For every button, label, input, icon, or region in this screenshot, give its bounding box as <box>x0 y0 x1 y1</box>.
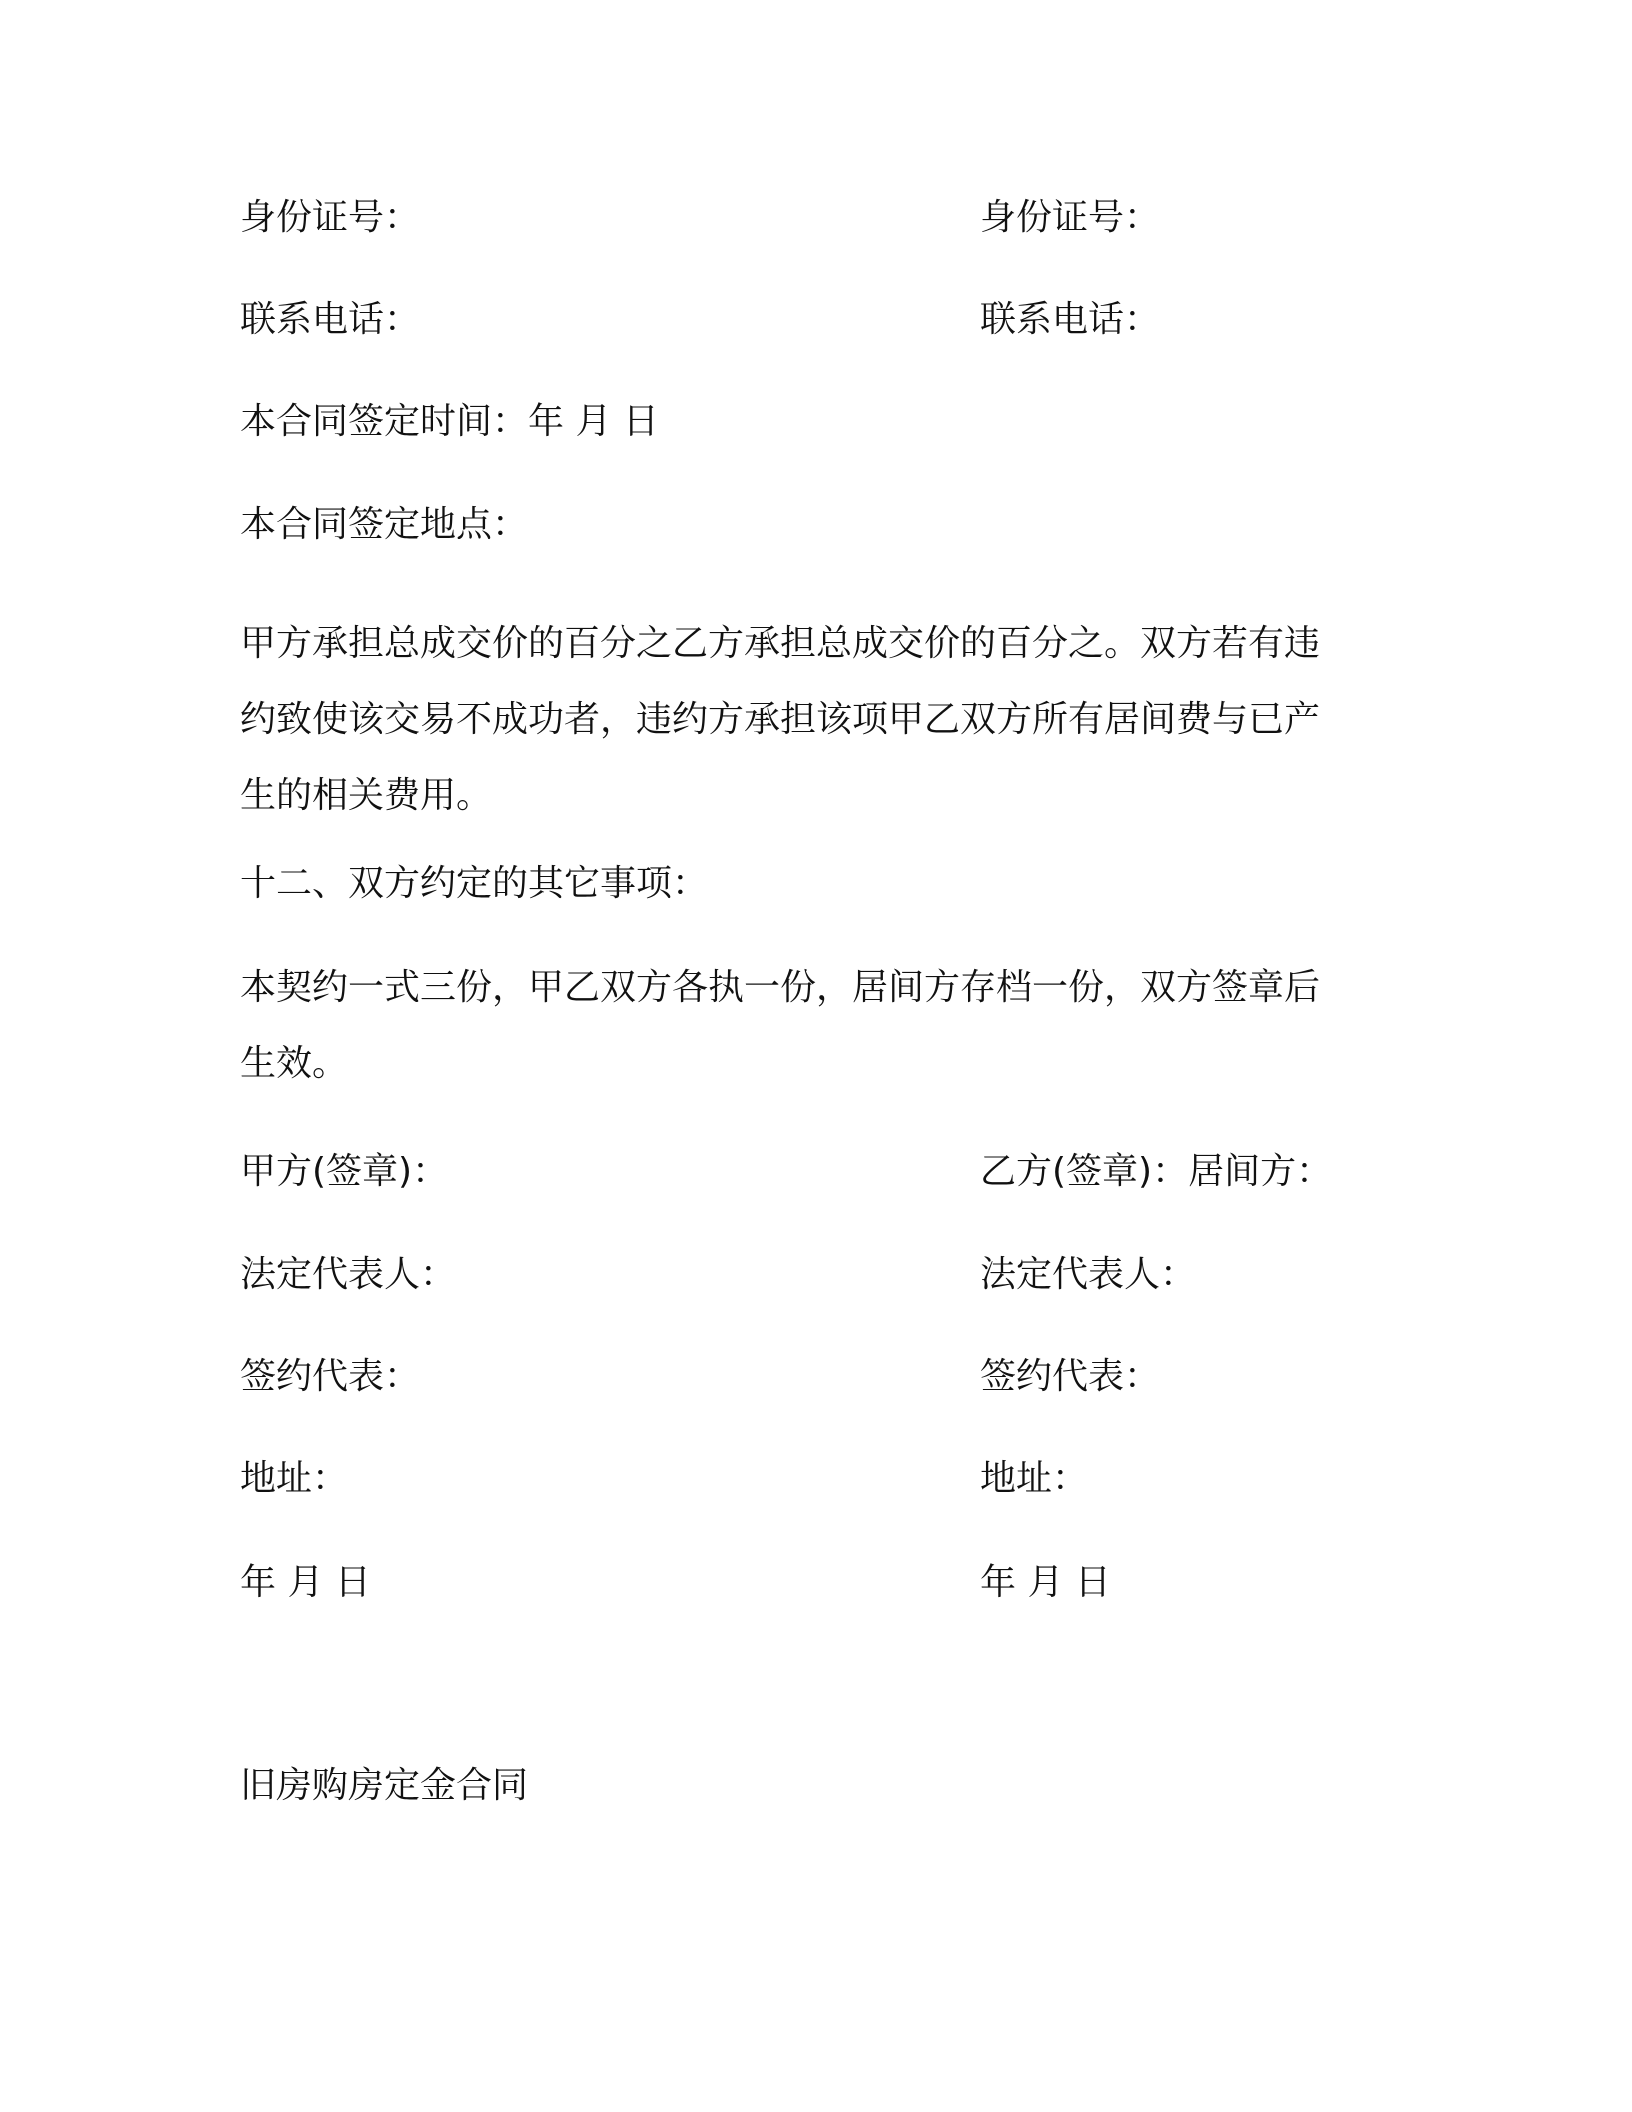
fee-paragraph-line: 甲方承担总成交价的百分之乙方承担总成交价的百分之。双方若有违 <box>240 623 1321 664</box>
clause-12-body-line: 本契约一式三份，甲乙双方各执一份，居间方存档一份，双方签章后 <box>240 967 1321 1008</box>
party-a-signing-rep-label: 签约代表： <box>240 1356 421 1397</box>
next-document-title: 旧房购房定金合同 <box>240 1765 529 1806</box>
fee-paragraph-line: 约致使该交易不成功者，违约方承担该项甲乙双方所有居间费与已产 <box>240 699 1321 740</box>
clause-12-heading: 十二、双方约定的其它事项： <box>240 863 709 904</box>
party-b-address-label: 地址： <box>980 1458 1089 1499</box>
fee-paragraph-line: 生的相关费用。 <box>240 775 493 816</box>
clause-12-body-line: 生效。 <box>240 1043 349 1084</box>
signing-place-line: 本合同签定地点： <box>240 504 529 545</box>
party-a-signature-label: 甲方(签章)： <box>240 1151 449 1192</box>
party-a-legal-rep-label: 法定代表人： <box>240 1254 457 1295</box>
party-b-phone-label: 联系电话： <box>980 299 1161 340</box>
party-b-date-line: 年 月 日 <box>980 1562 1111 1603</box>
signing-time-line: 本合同签定时间：年 月 日 <box>240 401 659 442</box>
party-a-address-label: 地址： <box>240 1458 349 1499</box>
party-b-signing-rep-label: 签约代表： <box>980 1356 1161 1397</box>
party-b-signature-label: 乙方(签章)：居间方： <box>980 1151 1333 1192</box>
party-b-legal-rep-label: 法定代表人： <box>980 1254 1197 1295</box>
party-a-id-label: 身份证号： <box>240 197 421 238</box>
party-a-date-line: 年 月 日 <box>240 1562 371 1603</box>
fee-paragraph <box>240 606 1360 834</box>
clause-12-body <box>240 950 1360 1102</box>
party-a-phone-label: 联系电话： <box>240 299 421 340</box>
party-b-id-label: 身份证号： <box>980 197 1161 238</box>
